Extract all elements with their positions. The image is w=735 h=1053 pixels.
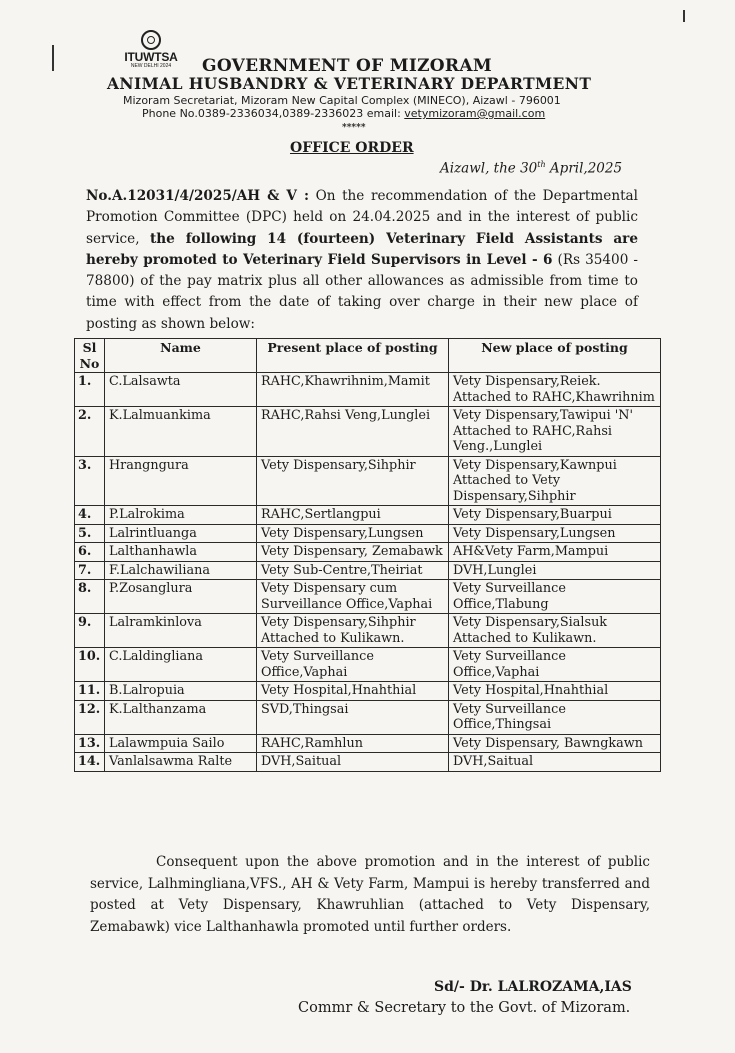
cell-present: Vety Dispensary,Sihphir Attached to Kulikawn. <box>257 614 449 648</box>
cell-name: C.Laldingliana <box>105 648 257 682</box>
date-suffix: April,2025 <box>545 160 623 177</box>
cell-new: Vety Surveillance Office,Vaphai <box>449 648 661 682</box>
date-line <box>440 160 622 177</box>
cell-new: Vety Dispensary,Tawipui 'N' Attached to RAHC,Rahsi Veng.,Lunglei <box>449 407 661 457</box>
cell-name: Lalramkinlova <box>105 614 257 648</box>
header-name: Name <box>105 339 257 373</box>
date-prefix: Aizawl, the 30 <box>440 160 538 177</box>
cell-sl: 10. <box>75 648 105 682</box>
table-row <box>75 373 661 407</box>
table-row <box>75 524 661 543</box>
table-row <box>75 753 661 772</box>
table-body <box>75 373 661 772</box>
cell-present: RAHC,Sertlangpui <box>257 506 449 525</box>
department-heading: ANIMAL HUSBANDRY & VETERINARY DEPARTMENT <box>107 74 592 93</box>
cell-new: AH&Vety Farm,Mampui <box>449 543 661 562</box>
cell-new: Vety Surveillance Office,Thingsai <box>449 700 661 734</box>
cell-present: Vety Surveillance Office,Vaphai <box>257 648 449 682</box>
date-superscript: th <box>537 160 546 169</box>
cell-name: K.Lalthanzama <box>105 700 257 734</box>
cell-sl: 9. <box>75 614 105 648</box>
cell-sl: 5. <box>75 524 105 543</box>
address-line: Mizoram Secretariat, Mizoram New Capital Complex (MINECO), Aizawl - 796001 <box>123 94 561 107</box>
cell-name: F.Lalchawiliana <box>105 561 257 580</box>
cell-present: Vety Hospital,Hnahthial <box>257 682 449 701</box>
email-link[interactable]: vetymizoram@gmail.com <box>404 107 546 120</box>
cell-present: RAHC,Khawrihnim,Mamit <box>257 373 449 407</box>
table-row <box>75 580 661 614</box>
promotion-table <box>74 338 661 772</box>
cell-present: RAHC,Rahsi Veng,Lunglei <box>257 407 449 457</box>
cell-new: Vety Dispensary, Bawngkawn <box>449 734 661 753</box>
table-row <box>75 561 661 580</box>
cell-name: Lalrintluanga <box>105 524 257 543</box>
cell-present: Vety Dispensary,Sihphir <box>257 456 449 506</box>
cell-present: Vety Dispensary,Lungsen <box>257 524 449 543</box>
table-row <box>75 682 661 701</box>
cell-new: DVH,Saitual <box>449 753 661 772</box>
margin-pen-mark <box>52 45 54 71</box>
cell-new: Vety Dispensary,Buarpui <box>449 506 661 525</box>
cell-sl: 4. <box>75 506 105 525</box>
cell-name: C.Lalsawta <box>105 373 257 407</box>
para-bold-text: the following 14 (fourteen) Veterinary Field Assistants are hereby promoted to Veterinary Field Supervisors in Level - 6 <box>86 230 638 268</box>
cell-sl: 12. <box>75 700 105 734</box>
government-heading: GOVERNMENT OF MIZORAM <box>202 56 492 76</box>
cell-sl: 8. <box>75 580 105 614</box>
cell-present: SVD,Thingsai <box>257 700 449 734</box>
table-row <box>75 456 661 506</box>
header-sl-no: Sl No <box>75 339 105 373</box>
reference-number: No.A.12031/4/2025/AH & V : <box>86 188 309 204</box>
cell-new: Vety Surveillance Office,Tlabung <box>449 580 661 614</box>
designation-line: Commr & Secretary to the Govt. of Mizoram. <box>298 1000 631 1016</box>
cell-sl: 13. <box>75 734 105 753</box>
cell-name: P.Zosanglura <box>105 580 257 614</box>
closing-paragraph: Consequent upon the above promotion and in the interest of public service, Lalhmingliana,VFS., AH & Vety Farm, Mampui is hereby transferred and posted at Vety Dispensary, Khawruhlian (attached to Vety Dispensary, Zemabawk) vice Lalthanhawla promoted until further orders. <box>90 854 650 935</box>
cell-present: Vety Sub-Centre,Theiriat <box>257 561 449 580</box>
table-row <box>75 543 661 562</box>
cell-new: DVH,Lunglei <box>449 561 661 580</box>
cell-name: Lalawmpuia Sailo <box>105 734 257 753</box>
header-present-posting: Present place of posting <box>257 339 449 373</box>
table-row <box>75 700 661 734</box>
table-row <box>75 648 661 682</box>
document-title: OFFICE ORDER <box>290 140 414 156</box>
cell-new: Vety Dispensary,Kawnpui Attached to Vety Dispensary,Sihphir <box>449 456 661 506</box>
margin-pen-mark <box>683 10 685 22</box>
cell-new: Vety Dispensary,Sialsuk Attached to Kulikawn. <box>449 614 661 648</box>
logo-subtext: NEW DELHI 2024 <box>130 63 172 69</box>
cell-sl: 6. <box>75 543 105 562</box>
table-row <box>75 614 661 648</box>
cell-sl: 1. <box>75 373 105 407</box>
cell-sl: 3. <box>75 456 105 506</box>
cell-new: Vety Dispensary,Lungsen <box>449 524 661 543</box>
cell-sl: 7. <box>75 561 105 580</box>
order-paragraph <box>86 186 638 335</box>
table-row <box>75 734 661 753</box>
ituwtsa-logo <box>118 30 184 69</box>
cell-sl: 2. <box>75 407 105 457</box>
cell-present: Vety Dispensary cum Surveillance Office,Vaphai <box>257 580 449 614</box>
cell-name: K.Lalmuankima <box>105 407 257 457</box>
contact-line <box>142 107 545 120</box>
cell-name: Vanlalsawma Ralte <box>105 753 257 772</box>
emblem-icon <box>141 30 161 50</box>
cell-new: Vety Dispensary,Reiek. Attached to RAHC,Khawrihnim <box>449 373 661 407</box>
para-text-2: (Rs 35400 - 78800) of the pay matrix plus all other allowances as admissible from time to time with effect from the date of taking over charge in their new place of posting as shown below: <box>86 251 638 332</box>
cell-name: P.Lalrokima <box>105 506 257 525</box>
cell-name: Lalthanhawla <box>105 543 257 562</box>
cell-name: Hrangngura <box>105 456 257 506</box>
para-text-1: On the recommendation of the Departmental Promotion Committee (DPC) held on 24.04.2025 and in the interest of public service, <box>86 188 638 247</box>
table-row <box>75 506 661 525</box>
cell-new: Vety Hospital,Hnahthial <box>449 682 661 701</box>
cell-sl: 11. <box>75 682 105 701</box>
signature-line: Sd/- Dr. LALROZAMA,IAS <box>434 979 632 995</box>
phone-text: Phone No.0389-2336034,0389-2336023 email: <box>142 107 405 120</box>
cell-sl: 14. <box>75 753 105 772</box>
cell-present: RAHC,Ramhlun <box>257 734 449 753</box>
logo-text: ITUWTSA <box>124 50 178 64</box>
cell-present: Vety Dispensary, Zemabawk <box>257 543 449 562</box>
separator-stars: ***** <box>342 123 366 133</box>
cell-present: DVH,Saitual <box>257 753 449 772</box>
table-row <box>75 407 661 457</box>
header-new-posting: New place of posting <box>449 339 661 373</box>
cell-name: B.Lalropuia <box>105 682 257 701</box>
table-header-row <box>75 339 661 373</box>
